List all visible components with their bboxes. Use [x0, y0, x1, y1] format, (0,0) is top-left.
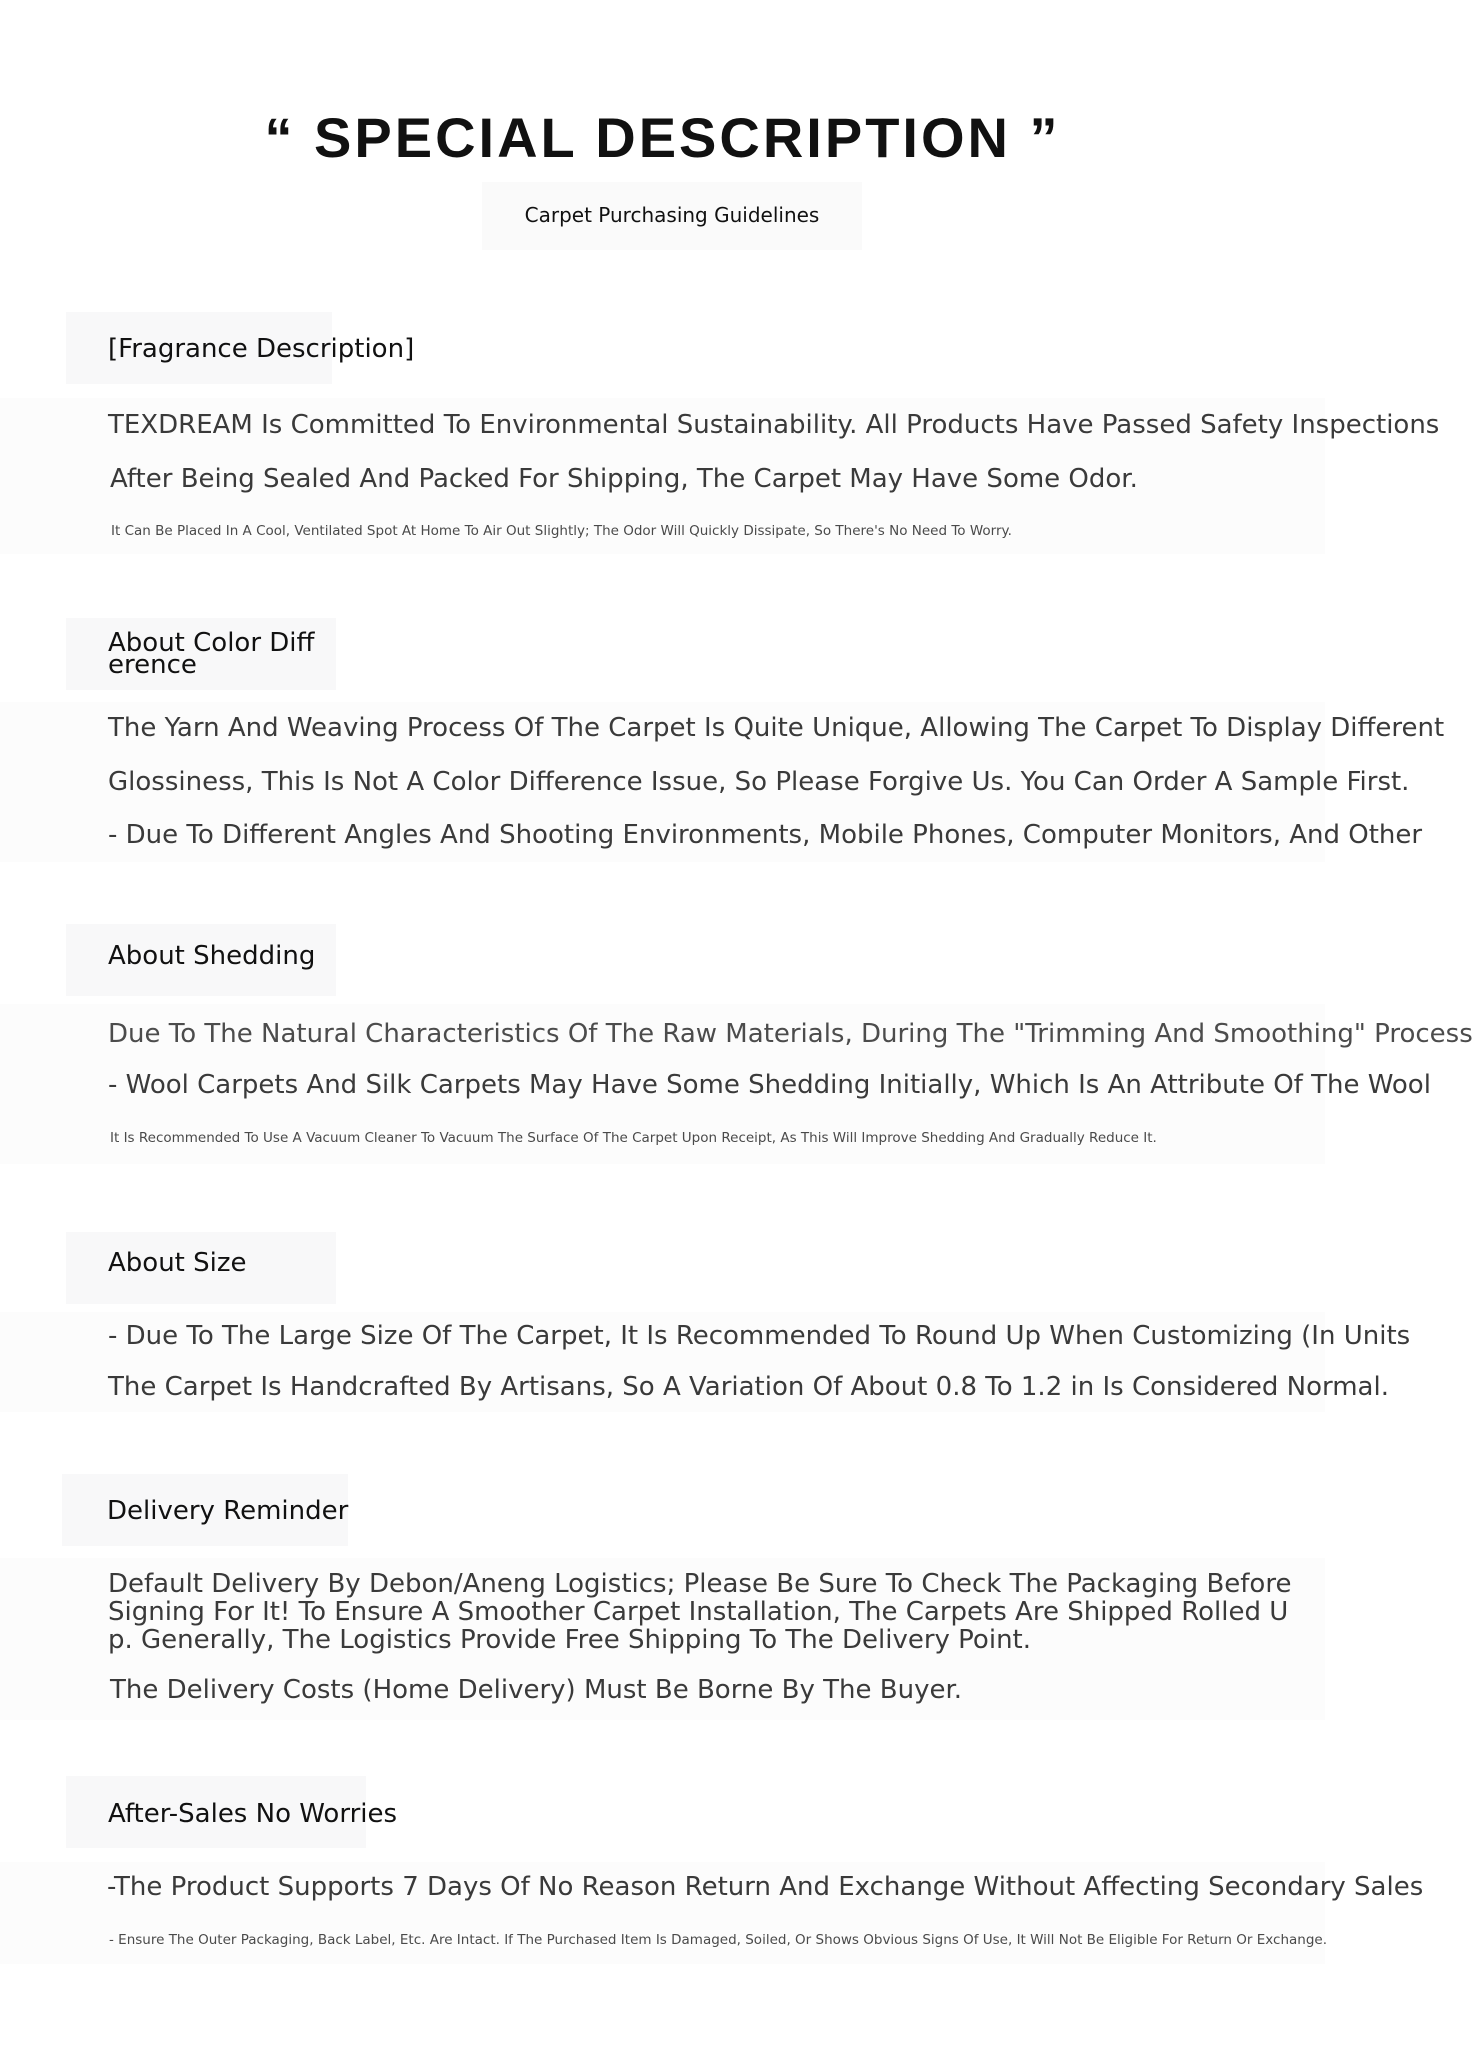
fragrance-heading: [Fragrance Description] — [108, 334, 415, 364]
delivery-line-2: The Delivery Costs (Home Delivery) Must Be Borne By The Buyer. — [110, 1675, 963, 1705]
delivery-paragraph-line-3: p. Generally, The Logistics Provide Free Shipping To The Delivery Point. — [108, 1625, 1031, 1655]
color-line-2: Glossiness, This Is Not A Color Difference Issue, So Please Forgive Us. You Can Order A Sample First. — [108, 767, 1410, 797]
delivery-heading: Delivery Reminder — [107, 1496, 349, 1526]
shedding-heading: About Shedding — [108, 941, 316, 971]
size-line-2: The Carpet Is Handcrafted By Artisans, So A Variation Of About 0.8 To 1.2 in Is Considered Normal. — [108, 1372, 1389, 1402]
delivery-paragraph-line-1: Default Delivery By Debon/Aneng Logistics; Please Be Sure To Check The Packaging Before — [108, 1569, 1292, 1599]
shedding-line-1: Due To The Natural Characteristics Of The Raw Materials, During The "Trimming And Smoothing" Process — [108, 1019, 1473, 1049]
aftersales-line-1: -The Product Supports 7 Days Of No Reason Return And Exchange Without Affecting Secondary Sales — [107, 1872, 1424, 1902]
shedding-note: It Is Recommended To Use A Vacuum Cleaner To Vacuum The Surface Of The Carpet Upon Receipt, As This Will Improve Shedding And Gradually Reduce It. — [110, 1130, 1157, 1146]
fragrance-line-2: After Being Sealed And Packed For Shipping, The Carpet May Have Some Odor. — [110, 464, 1138, 494]
color-line-1: The Yarn And Weaving Process Of The Carpet Is Quite Unique, Allowing The Carpet To Display Different — [108, 713, 1445, 743]
color-heading-line-2: erence — [108, 650, 197, 680]
aftersales-heading: After-Sales No Worries — [108, 1799, 398, 1829]
delivery-paragraph-line-2: Signing For It! To Ensure A Smoother Carpet Installation, The Carpets Are Shipped Rolled U — [108, 1597, 1289, 1627]
fragrance-line-1: TEXDREAM Is Committed To Environmental Sustainability. All Products Have Passed Safety Inspections — [108, 410, 1440, 440]
page-subtitle: Carpet Purchasing Guidelines — [482, 182, 862, 250]
fragrance-note: It Can Be Placed In A Cool, Ventilated Spot At Home To Air Out Slightly; The Odor Will Quickly Dissipate, So There's No Need To Worry. — [111, 523, 1012, 539]
color-line-3: - Due To Different Angles And Shooting Environments, Mobile Phones, Computer Monitors, And Other — [108, 820, 1423, 850]
size-line-1: - Due To The Large Size Of The Carpet, It Is Recommended To Round Up When Customizing (In Units — [108, 1321, 1411, 1351]
aftersales-note: - Ensure The Outer Packaging, Back Label, Etc. Are Intact. If The Purchased Item Is Damaged, Soiled, Or Shows Obvious Signs Of Use, It Will Not Be Eligible For Return Or Exchange. — [109, 1932, 1327, 1948]
size-heading: About Size — [108, 1248, 247, 1278]
page-title: “ SPECIAL DESCRIPTION ” — [264, 106, 1061, 169]
shedding-line-2: - Wool Carpets And Silk Carpets May Have Some Shedding Initially, Which Is An Attribute Of The Wool — [108, 1070, 1431, 1100]
color-heading-line-1: About Color Diff — [108, 628, 315, 658]
